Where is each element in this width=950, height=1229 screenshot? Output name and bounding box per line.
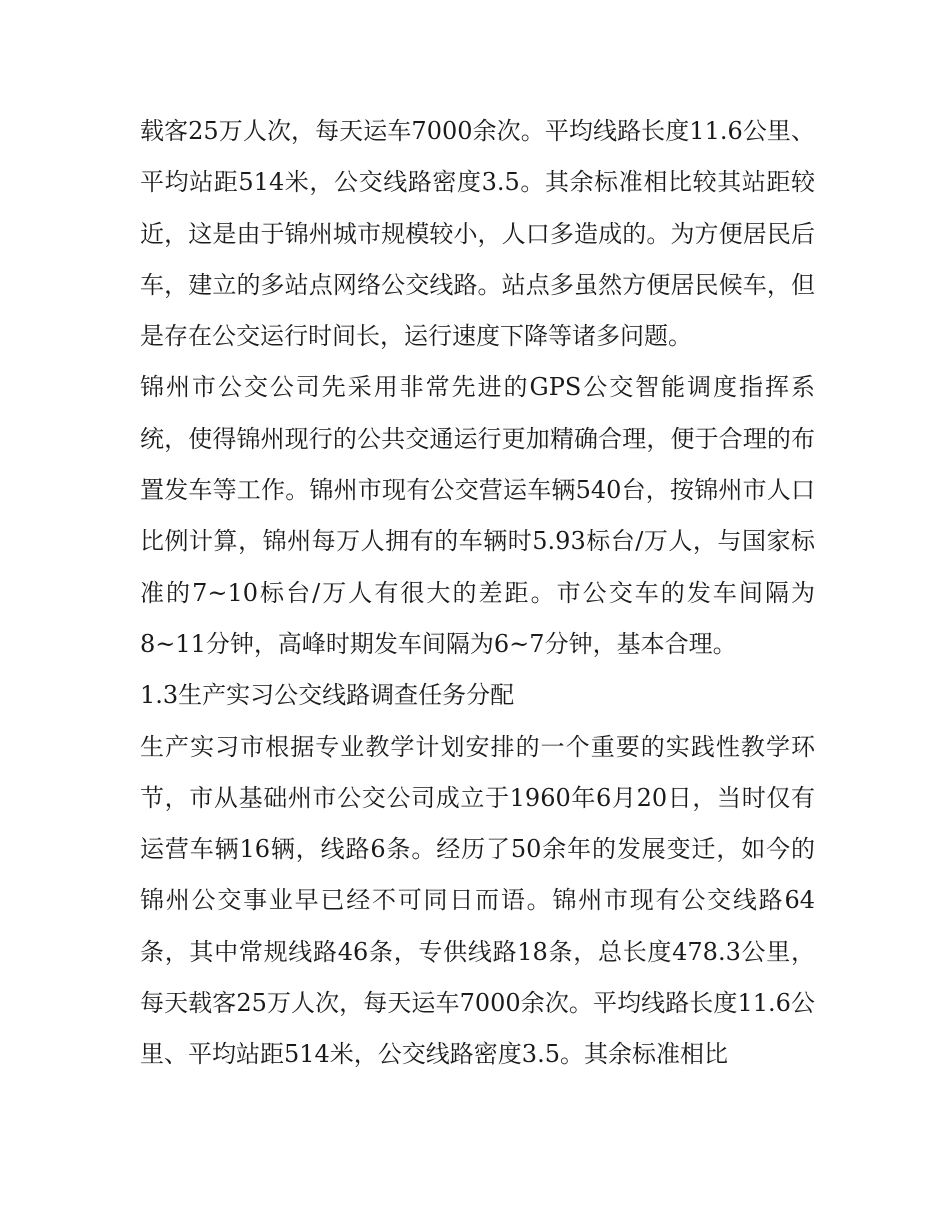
paragraph-bus-statistics: 载客25万人次，每天运车7000余次。平均线路长度11.6公里、平均站距514米，公交线路密度3.5。其余标准相比较其站距较近，这是由于锦州城市规模较小，人口多造成的。为方便居民后车，建立的多站点网络公交线路。站点多虽然方便居民候车，但是存在公交运行时间长，运行速度下降等诸多问题。 — [140, 117, 815, 351]
document-body — [140, 106, 815, 1081]
paragraph-internship-history: 生产实习市根据专业教学计划安排的一个重要的实践性教学环节，市从基础州市公交公司成立于1960年6月20日，当时仅有运营车辆16辆，线路6条。经历了50余年的发展变迁，如今的锦州公交事业早已经不可同日而语。锦州市现有公交线路64条，其中常规线路46条，专供线路18条，总长度478.3公里，每天载客25万人次，每天运车7000余次。平均线路长度11.6公里、平均站距514米，公交线路密度3.5。其余标准相比 — [140, 732, 815, 1069]
section-heading: 1.3生产实习公交线路调查任务分配 — [140, 681, 515, 710]
paragraph-gps-dispatch: 锦州市公交公司先采用非常先进的GPS公交智能调度指挥系统，使得锦州现行的公共交通运行更加精确合理，便于合理的布置发车等工作。锦州市现有公交营运车辆540台，按锦州市人口比例计算，锦州每万人拥有的车辆时5.93标台/万人，与国家标准的7~10标台/万人有很大的差距。市公交车的发车间隔为8~11分钟，高峰时期发车间隔为6~7分钟，基本合理。 — [140, 373, 815, 658]
